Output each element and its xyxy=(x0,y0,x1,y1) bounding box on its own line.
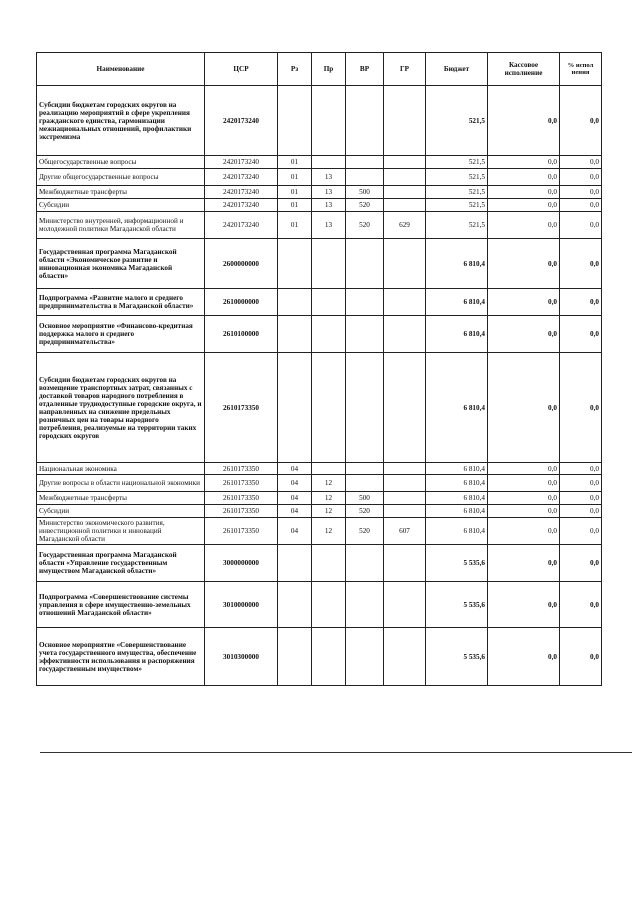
cell-cash: 0,0 xyxy=(488,628,560,686)
cell-budget: 6 810,4 xyxy=(426,239,488,289)
cell-name: Субсидии бюджетам городских округов на возмещение транспортных затрат, связанных с доставкой товаров народного потребления в отдаленные труднодоступные городские округа, и направленных на снижение предельных розничных цен на товары народного потребления, реализуемые на территории таких городских округов xyxy=(37,353,205,463)
cell-pr: 12 xyxy=(312,518,346,545)
cell-gr xyxy=(384,316,426,353)
cell-pr: 13 xyxy=(312,186,346,199)
cell-pr: 12 xyxy=(312,505,346,518)
cell-rz: 04 xyxy=(278,492,312,505)
cell-budget: 6 810,4 xyxy=(426,353,488,463)
header-rz: Рз xyxy=(278,53,312,86)
cell-csr: 2610173350 xyxy=(205,475,278,492)
cell-gr xyxy=(384,353,426,463)
cell-pct: 0,0 xyxy=(560,212,602,239)
cell-cash: 0,0 xyxy=(488,492,560,505)
cell-budget: 5 535,6 xyxy=(426,582,488,628)
cell-pr: 13 xyxy=(312,169,346,186)
header-pct: % испол нения xyxy=(560,53,602,86)
header-gr: ГР xyxy=(384,53,426,86)
cell-pct: 0,0 xyxy=(560,169,602,186)
cell-vr xyxy=(346,463,384,475)
cell-gr xyxy=(384,186,426,199)
header-pr: Пр xyxy=(312,53,346,86)
header-vr: ВР xyxy=(346,53,384,86)
cell-pct: 0,0 xyxy=(560,505,602,518)
cell-name: Основное мероприятие «Финансово-кредитная поддержка малого и среднего предпринимательства» xyxy=(37,316,205,353)
cell-name: Подпрограмма «Совершенствование системы управления в сфере имущественно-земельных отношений Магаданской области» xyxy=(37,582,205,628)
cell-budget: 6 810,4 xyxy=(426,492,488,505)
cell-vr xyxy=(346,239,384,289)
cell-name: Государственная программа Магаданской области «Экономическое развитие и инновационная экономика Магаданской области» xyxy=(37,239,205,289)
table-row xyxy=(37,86,602,156)
cell-name: Национальная экономика xyxy=(37,463,205,475)
cell-cash: 0,0 xyxy=(488,505,560,518)
cell-cash: 0,0 xyxy=(488,545,560,582)
cell-pr: 12 xyxy=(312,492,346,505)
cell-cash: 0,0 xyxy=(488,316,560,353)
cell-cash: 0,0 xyxy=(488,518,560,545)
cell-name: Общегосударственные вопросы xyxy=(37,156,205,169)
cell-name: Субсидии бюджетам городских округов на реализацию мероприятий в сфере укрепления гражданского единства, гармонизации межнациональных отношений, профилактики экстремизма xyxy=(37,86,205,156)
cell-rz: 04 xyxy=(278,505,312,518)
cell-csr: 2420173240 xyxy=(205,156,278,169)
cell-vr: 500 xyxy=(346,492,384,505)
cell-pr xyxy=(312,353,346,463)
table-row xyxy=(37,463,602,475)
cell-pct: 0,0 xyxy=(560,492,602,505)
cell-name: Министерство внутренней, информационной и молодежной политики Магаданской области xyxy=(37,212,205,239)
cell-rz xyxy=(278,289,312,316)
cell-vr xyxy=(346,156,384,169)
cell-pct: 0,0 xyxy=(560,463,602,475)
cell-vr xyxy=(346,289,384,316)
cell-budget: 521,5 xyxy=(426,169,488,186)
cell-name: Субсидии xyxy=(37,199,205,212)
cell-vr xyxy=(346,86,384,156)
header-cash: Кассовое исполнение xyxy=(488,53,560,86)
cell-gr: 607 xyxy=(384,518,426,545)
cell-pr xyxy=(312,156,346,169)
cell-budget: 521,5 xyxy=(426,186,488,199)
cell-pct: 0,0 xyxy=(560,582,602,628)
cell-csr: 3010300000 xyxy=(205,628,278,686)
table-row xyxy=(37,475,602,492)
header-csr: ЦСР xyxy=(205,53,278,86)
cell-budget: 6 810,4 xyxy=(426,316,488,353)
cell-pct: 0,0 xyxy=(560,156,602,169)
cell-pct: 0,0 xyxy=(560,239,602,289)
document-sheet xyxy=(36,52,601,686)
cell-csr: 2610173350 xyxy=(205,492,278,505)
cell-csr: 2610173350 xyxy=(205,518,278,545)
cell-csr: 2420173240 xyxy=(205,212,278,239)
cell-pr xyxy=(312,316,346,353)
table-row xyxy=(37,505,602,518)
cell-gr xyxy=(384,463,426,475)
cell-rz xyxy=(278,316,312,353)
cell-pct: 0,0 xyxy=(560,353,602,463)
cell-rz xyxy=(278,628,312,686)
cell-pr: 13 xyxy=(312,212,346,239)
table-row xyxy=(37,199,602,212)
table-row xyxy=(37,353,602,463)
table-row xyxy=(37,212,602,239)
cell-csr: 2610173350 xyxy=(205,505,278,518)
cell-vr xyxy=(346,475,384,492)
cell-rz xyxy=(278,545,312,582)
cell-rz xyxy=(278,582,312,628)
cell-budget: 6 810,4 xyxy=(426,518,488,545)
cell-budget: 521,5 xyxy=(426,86,488,156)
cell-gr xyxy=(384,199,426,212)
cell-cash: 0,0 xyxy=(488,156,560,169)
cell-gr xyxy=(384,86,426,156)
cell-vr xyxy=(346,628,384,686)
cell-vr xyxy=(346,545,384,582)
cell-budget: 521,5 xyxy=(426,199,488,212)
cell-csr: 2600000000 xyxy=(205,239,278,289)
cell-pct: 0,0 xyxy=(560,199,602,212)
cell-gr xyxy=(384,505,426,518)
cell-cash: 0,0 xyxy=(488,289,560,316)
cell-pr xyxy=(312,582,346,628)
cell-pct: 0,0 xyxy=(560,545,602,582)
cell-rz: 01 xyxy=(278,212,312,239)
cell-csr: 2610100000 xyxy=(205,316,278,353)
cell-gr xyxy=(384,475,426,492)
cell-budget: 6 810,4 xyxy=(426,475,488,492)
cell-budget: 6 810,4 xyxy=(426,289,488,316)
cell-pct: 0,0 xyxy=(560,316,602,353)
cell-name: Основное мероприятие «Совершенствование учета государственного имущества, обеспечение эффективности использования и распоряжения государственным имуществом» xyxy=(37,628,205,686)
cell-rz xyxy=(278,353,312,463)
cell-csr: 2610173350 xyxy=(205,463,278,475)
header-name: Наименование xyxy=(37,53,205,86)
cell-cash: 0,0 xyxy=(488,239,560,289)
table-row xyxy=(37,316,602,353)
cell-vr xyxy=(346,169,384,186)
cell-cash: 0,0 xyxy=(488,169,560,186)
cell-cash: 0,0 xyxy=(488,582,560,628)
cell-pct: 0,0 xyxy=(560,475,602,492)
cell-pct: 0,0 xyxy=(560,186,602,199)
table-row xyxy=(37,289,602,316)
cell-pr xyxy=(312,628,346,686)
table-row xyxy=(37,492,602,505)
cell-gr xyxy=(384,545,426,582)
cell-budget: 5 535,6 xyxy=(426,628,488,686)
table-row xyxy=(37,518,602,545)
table-row xyxy=(37,545,602,582)
cell-pr xyxy=(312,289,346,316)
cell-vr xyxy=(346,353,384,463)
cell-cash: 0,0 xyxy=(488,86,560,156)
footer-divider xyxy=(40,752,632,753)
cell-csr: 3000000000 xyxy=(205,545,278,582)
cell-vr: 520 xyxy=(346,505,384,518)
cell-name: Другие общегосударственные вопросы xyxy=(37,169,205,186)
cell-rz: 01 xyxy=(278,199,312,212)
cell-cash: 0,0 xyxy=(488,199,560,212)
cell-gr: 629 xyxy=(384,212,426,239)
table-row xyxy=(37,239,602,289)
cell-pr xyxy=(312,463,346,475)
cell-budget: 521,5 xyxy=(426,156,488,169)
cell-name: Межбюджетные трансферты xyxy=(37,186,205,199)
cell-budget: 6 810,4 xyxy=(426,505,488,518)
cell-rz: 04 xyxy=(278,463,312,475)
cell-pct: 0,0 xyxy=(560,518,602,545)
cell-pr xyxy=(312,239,346,289)
cell-cash: 0,0 xyxy=(488,475,560,492)
cell-gr xyxy=(384,628,426,686)
cell-name: Другие вопросы в области национальной экономики xyxy=(37,475,205,492)
cell-vr xyxy=(346,582,384,628)
cell-gr xyxy=(384,156,426,169)
cell-name: Субсидии xyxy=(37,505,205,518)
cell-rz: 01 xyxy=(278,169,312,186)
cell-csr: 2610173350 xyxy=(205,353,278,463)
cell-pr xyxy=(312,545,346,582)
table-body xyxy=(37,86,602,686)
cell-gr xyxy=(384,169,426,186)
cell-gr xyxy=(384,289,426,316)
cell-gr xyxy=(384,239,426,289)
cell-vr: 520 xyxy=(346,212,384,239)
cell-cash: 0,0 xyxy=(488,463,560,475)
cell-rz: 01 xyxy=(278,156,312,169)
header-budget: Бюджет xyxy=(426,53,488,86)
cell-pct: 0,0 xyxy=(560,628,602,686)
cell-csr: 2420173240 xyxy=(205,86,278,156)
cell-cash: 0,0 xyxy=(488,353,560,463)
cell-vr: 520 xyxy=(346,518,384,545)
cell-pct: 0,0 xyxy=(560,289,602,316)
cell-name: Подпрограмма «Развитие малого и среднего предпринимательства в Магаданской области» xyxy=(37,289,205,316)
cell-pr: 13 xyxy=(312,199,346,212)
cell-gr xyxy=(384,582,426,628)
cell-rz xyxy=(278,86,312,156)
cell-rz: 04 xyxy=(278,475,312,492)
cell-vr xyxy=(346,316,384,353)
table-row xyxy=(37,169,602,186)
cell-rz xyxy=(278,239,312,289)
cell-csr: 2610000000 xyxy=(205,289,278,316)
cell-gr xyxy=(384,492,426,505)
cell-rz: 01 xyxy=(278,186,312,199)
table-header-row xyxy=(37,53,602,86)
cell-cash: 0,0 xyxy=(488,212,560,239)
cell-budget: 521,5 xyxy=(426,212,488,239)
table-row xyxy=(37,628,602,686)
cell-cash: 0,0 xyxy=(488,186,560,199)
cell-budget: 5 535,6 xyxy=(426,545,488,582)
cell-rz: 04 xyxy=(278,518,312,545)
cell-budget: 6 810,4 xyxy=(426,463,488,475)
table-row xyxy=(37,582,602,628)
table-row xyxy=(37,156,602,169)
cell-csr: 2420173240 xyxy=(205,186,278,199)
cell-name: Государственная программа Магаданской области «Управление государственным имуществом Магаданской области» xyxy=(37,545,205,582)
cell-name: Межбюджетные трансферты xyxy=(37,492,205,505)
cell-csr: 2420173240 xyxy=(205,199,278,212)
cell-pr xyxy=(312,86,346,156)
cell-name: Министерство экономического развития, инвестиционной политики и инноваций Магаданской области xyxy=(37,518,205,545)
budget-table xyxy=(36,52,602,686)
cell-csr: 3010000000 xyxy=(205,582,278,628)
cell-vr: 500 xyxy=(346,186,384,199)
cell-pct: 0,0 xyxy=(560,86,602,156)
cell-pr: 12 xyxy=(312,475,346,492)
cell-vr: 520 xyxy=(346,199,384,212)
table-row xyxy=(37,186,602,199)
cell-csr: 2420173240 xyxy=(205,169,278,186)
